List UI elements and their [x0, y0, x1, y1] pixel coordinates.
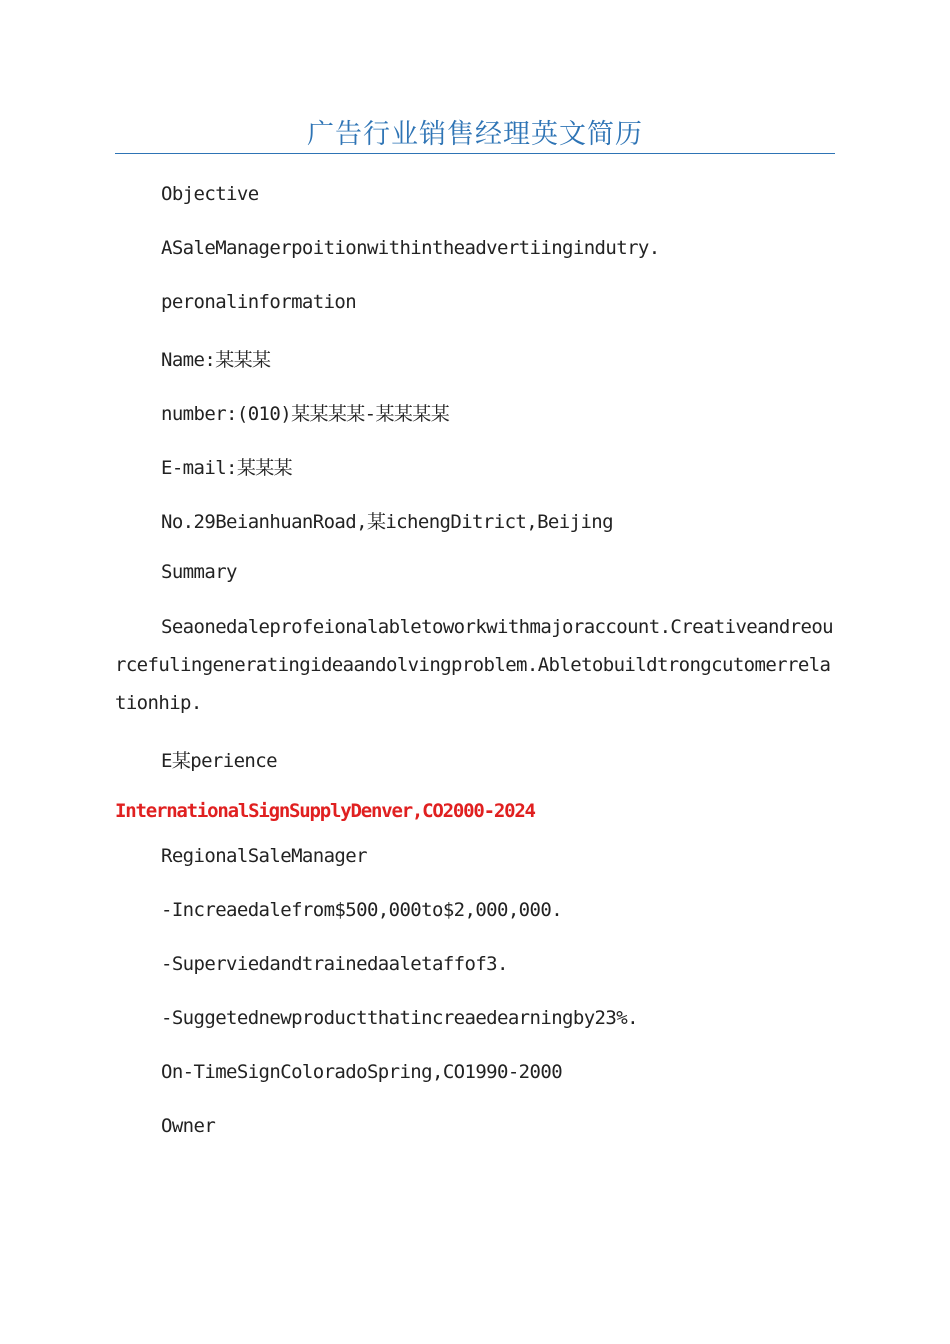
job1-bullet-2: -Superviedandtrainedaaletaffof3. — [161, 953, 508, 975]
summary-text: Seaonedaleprofeionalabletoworkwithmajoraccount.Creativeandreourcefulingeneratingideaandolvingproblem.Abletobuildtrongcutomerrelationhip. — [115, 616, 834, 714]
email-line: E-mail:某某某 — [161, 457, 293, 479]
objective-text: ASaleManagerpoitionwithintheadvertiingindutry. — [161, 237, 660, 259]
document-title: 广告行业销售经理英文简历 — [307, 119, 643, 150]
phone-number-line: number:(010)某某某某-某某某某 — [161, 403, 450, 425]
title-underline — [115, 153, 835, 154]
personal-info-heading: peronalinformation — [161, 291, 357, 313]
job1-bullet-3: -Suggetednewproductthatincreaedearningby23%. — [161, 1007, 638, 1029]
job1-bullet-1: -Increaedalefrom$500,000to$2,000,000. — [161, 899, 563, 921]
name-line: Name:某某某 — [161, 349, 271, 371]
job2-company: On-TimeSignColoradoSpring,CO1990-2000 — [161, 1061, 563, 1083]
objective-heading: Objective — [161, 183, 259, 205]
experience-heading: E某perience — [161, 750, 277, 772]
job1-company: InternationalSignSupplyDenver,CO2000-2024 — [115, 800, 535, 822]
summary-heading: Summary — [161, 561, 237, 583]
job2-title: Owner — [161, 1115, 216, 1137]
job1-title: RegionalSaleManager — [161, 845, 367, 867]
address-line: No.29BeianhuanRoad,某ichengDitrict,Beijing — [161, 511, 613, 533]
